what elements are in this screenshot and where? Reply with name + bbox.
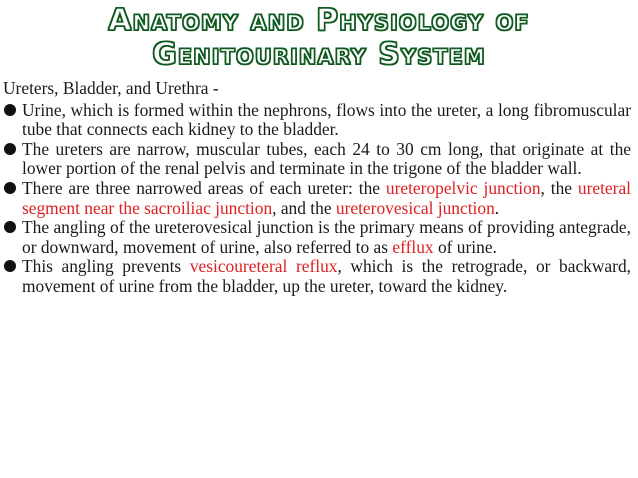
bullet-text: The angling of the ureterovesical junction is the primary means of providing antegrade, or downward, movement of urine, also referred to as [22, 217, 631, 257]
bullet-dot-icon [4, 182, 16, 194]
bullet-text: , and the [272, 197, 336, 218]
highlight-term: ureterovesical junction [335, 197, 495, 218]
slide-title [0, 4, 638, 72]
title-line-1: Anatomy and Physiology of [108, 3, 530, 38]
bullet-text: of urine. [433, 236, 497, 257]
bullet-text: Urine, which is formed within the nephrons, flows into the ureter, a long fibromuscular tube that connects each kidney to the bladder. [22, 99, 631, 140]
bullet-dot-icon [4, 260, 16, 272]
highlight-term: ureteropelvic junction [385, 177, 541, 198]
bullet-item [3, 101, 631, 140]
bullet-text: , the [540, 177, 578, 198]
title-line-2: Genitourinary System [152, 37, 486, 72]
bullet-dot-icon [4, 104, 16, 116]
bullet-text: There are three narrowed areas of each ureter: the [22, 177, 386, 198]
bullet-list [3, 101, 631, 297]
bullet-text: The ureters are narrow, muscular tubes, each 24 to 30 cm long, that originate at the lower portion of the renal pelvis and terminate in the trigone of the bladder wall. [22, 138, 631, 179]
bullet-item [3, 179, 631, 218]
bullet-item [3, 140, 631, 179]
bullet-item [3, 218, 631, 257]
bullet-text: . [494, 197, 500, 218]
highlight-term: vesicoureteral reflux [189, 256, 338, 277]
bullet-text: This angling prevents [22, 256, 190, 277]
bullet-dot-icon [4, 221, 16, 233]
section-subheading: Ureters, Bladder, and Urethra - [3, 78, 219, 98]
bullet-dot-icon [4, 143, 16, 155]
highlight-term: ureteral segment near the sacroiliac junction [22, 177, 631, 218]
highlight-term: efflux [392, 236, 434, 257]
slide-body [3, 79, 631, 297]
bullet-text: , which is the retrograde, or backward, movement of urine from the bladder, up the ureter, toward the kidney. [22, 256, 631, 296]
bullet-item [3, 257, 631, 296]
